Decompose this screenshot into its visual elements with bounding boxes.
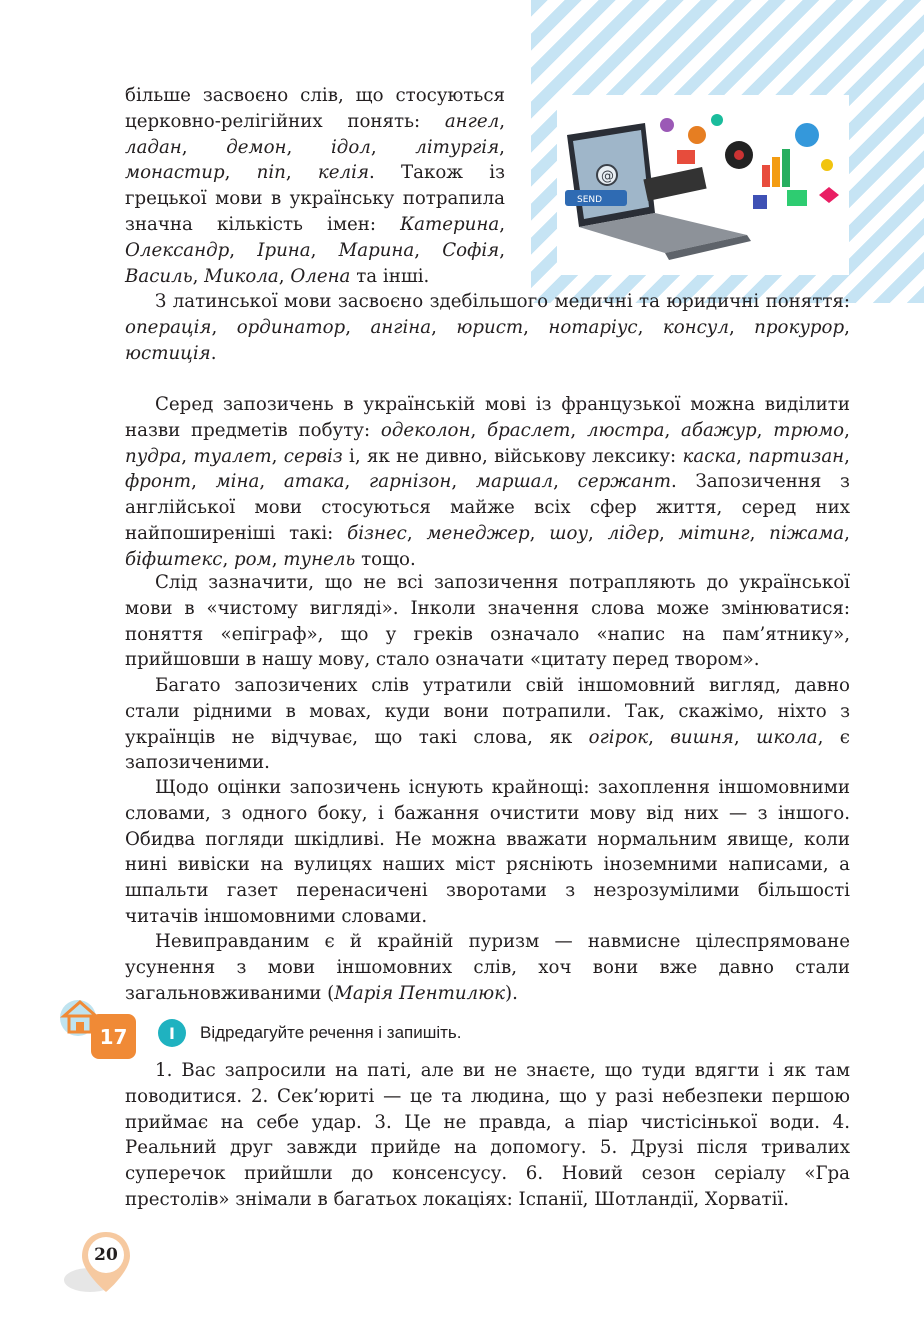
text-run: Щодо оцінки запозичень існують крайнощі: захоплення іншомовними словами, з одного боку, і бажання очистити мову від них — з іншого. Обидва погляди шкідливі. Не можна вважати нормальним явище, коли нині вивіски на вулицях наших міст рясніють іноземними написами, а шпальти газет перенасичені зворотами з незрозумілими більшості читачів іншомовними словами. [125,777,850,927]
text-run: Багато запозичених слів утратили свій іншомовний вигляд, давно стали рідними в мовах, куди вони потрапили. Так, скажімо, ніхто з українців не відчуває, що такі слова, як [125,675,850,748]
text-run: , [414,239,443,261]
paragraph-assimilated-words [125,673,850,776]
text-run: , [588,522,608,544]
text-run: , [749,522,770,544]
example-word: сержант [577,471,671,493]
level-circle: І [158,1019,186,1047]
text-run: , [658,522,679,544]
text-run: , [211,316,237,338]
example-word: Василь [125,265,193,287]
text-run: , [736,445,749,467]
example-word: мітинг [678,522,750,544]
task-instruction: Відредагуйте речення і запишіть. [200,1023,462,1042]
text-run: , [733,726,757,748]
example-word: шоу [549,522,588,544]
example-word: Софія [442,239,500,261]
example-word: демон [226,136,287,158]
text-run: , [451,471,476,493]
text-run: , [222,548,235,570]
text-run: та інші. [350,265,430,287]
text-run: , [648,726,671,748]
text-run: , [229,239,258,261]
paragraph-french-english-loanwords [125,392,850,573]
example-word: юрист [456,316,524,338]
text-run: , [191,471,216,493]
text-run: , [499,239,505,261]
example-word: сервіз [283,445,343,467]
paragraph-extremes [125,775,850,930]
text-run: , [756,419,774,441]
text-run: . Запозичення з англійської мови стосуються майже всіх сфер життя, серед них найпоширеніші такі: [125,471,850,544]
example-word: келія [317,162,369,184]
text-run: , [637,316,663,338]
illustration-frame [557,95,849,275]
text-run: , є запозиченими. [125,726,850,774]
example-word: ординатор [236,316,346,338]
text-run: , [286,136,331,158]
example-word: огірок [588,726,649,748]
text-run: , [259,471,284,493]
text-run: , [406,522,427,544]
text-run: . [210,342,217,364]
example-word: гарнізон [369,471,452,493]
text-run: тощо. [355,548,416,570]
text-run: , [431,316,457,338]
task-number-badge: 17 [91,1014,136,1059]
example-word: міна [215,471,260,493]
text-run: , [181,445,194,467]
text-run: , [224,162,257,184]
text-run: , [844,522,850,544]
svg-text:@: @ [601,169,614,184]
svg-text:SEND: SEND [577,195,603,205]
example-word: консул [662,316,729,338]
example-word: монастир [125,162,225,184]
text-run: , [844,445,850,467]
example-word: біфштекс [125,548,223,570]
page-number: 20 [94,1245,118,1265]
example-word: пудра [125,445,182,467]
paragraph-latin-loanwords [125,289,850,366]
text-run: 1. Вас запросили на паті, але ви не знаєте, що туди вдягти і як там поводитися. 2. Сек’юриті — це та людина, що у разі небезпеки першою приймає на себе удар. 3. Це не правда, а піар чистісінької води. 4. Реальний друг завжди прийде на допомогу. 5. Друзі після тривалих суперечок прийшли до консенсусу. 6. Новий сезон серіалу «Гра престолів» знімали в багатьох локаціях: Іспанії, Шотландії, Хорватії. [125,1060,850,1210]
text-run: і, як не дивно, військову лексику: [342,445,683,467]
example-word: ангел [444,110,500,132]
example-word: піп [256,162,286,184]
text-run: Слід зазначити, що не всі запозичення потрапляють до української мови в «чистому вигляді». Інколи значення слова може змінюватися: поняття «епіграф», що у греків означало «напис на пам’ятнику», прийшовши в нашу мову, стало означати «цитату перед твором». [125,572,850,671]
laptop-illustration [557,95,849,275]
example-word: юстиція [125,342,211,364]
text-run: , [844,316,850,338]
text-run: , [523,316,549,338]
example-word: вишня [670,726,734,748]
example-word: фронт [125,471,192,493]
text-run: більше засвоєно слів, що стосуються церковно-релігійних понять: [125,85,505,132]
task-header [158,1018,462,1048]
task-sentences [125,1058,850,1213]
example-word: Олександр [125,239,230,261]
example-word: нотаріус [548,316,638,338]
example-word: каска [682,445,737,467]
example-word: бізнес [347,522,407,544]
example-word: атака [283,471,345,493]
text-run: , [278,265,291,287]
example-word: ідол [330,136,371,158]
example-word: менеджер [426,522,530,544]
example-word: абажур [681,419,757,441]
example-word: піжама [769,522,845,544]
example-word: тунель [283,548,356,570]
text-run: Невиправданим є й крайній пуризм — навмисне цілеспрямоване усунення з мови іншомовних слів, хоч вони вже давно стали загальновживаними ( [125,931,850,1004]
text-run: , [529,522,550,544]
example-word: школа [756,726,818,748]
text-run: . Також із грецької мови в українську потрапила значна кількість імен: [125,162,505,235]
text-run: , [271,548,284,570]
text-run: , [844,419,850,441]
example-word: прокурор [754,316,845,338]
text-run: , [310,239,339,261]
text-run: , [344,471,370,493]
example-word: одеколон [380,419,471,441]
text-run: , [499,136,505,158]
text-run: , [470,419,488,441]
text-run: , [370,136,416,158]
text-run: , [499,213,505,235]
text-run: ). [505,982,518,1004]
example-word: літургія [415,136,500,158]
example-word: браслет [487,419,571,441]
example-word: туалет [193,445,272,467]
example-word: Марина [338,239,415,261]
example-word: маршал [475,471,554,493]
text-run: , [728,316,755,338]
example-word: трюмо [773,419,845,441]
example-word: Олена [290,265,351,287]
text-run: З латинської мови засвоєно здебільшого медичні та юридичні поняття: [155,291,850,312]
example-word: Марія Пентилюк [334,982,505,1004]
text-run: , [285,162,318,184]
example-word: ладан [125,136,182,158]
text-run: , [271,445,284,467]
example-word: лідер [607,522,659,544]
example-word: ром [234,548,272,570]
text-run: , [499,110,505,132]
example-word: Катерина [400,213,500,235]
text-run: , [345,316,371,338]
text-run: , [192,265,205,287]
example-word: операція [125,316,212,338]
text-run: , [553,471,578,493]
example-word: Микола [204,265,279,287]
paragraph-greek-loanwords [125,83,505,289]
example-word: ангіна [370,316,432,338]
example-word: люстра [586,419,665,441]
example-word: партизан [748,445,845,467]
text-run: , [181,136,227,158]
text-run: Серед запозичень в українській мові із французької можна виділити назви предметів побуту: [125,394,850,441]
text-run: , [570,419,587,441]
text-run: , [664,419,681,441]
example-word: Ірина [257,239,311,261]
paragraph-meaning-change [125,570,850,673]
location-pin-icon [62,1228,142,1308]
paragraph-purism [125,929,850,1006]
